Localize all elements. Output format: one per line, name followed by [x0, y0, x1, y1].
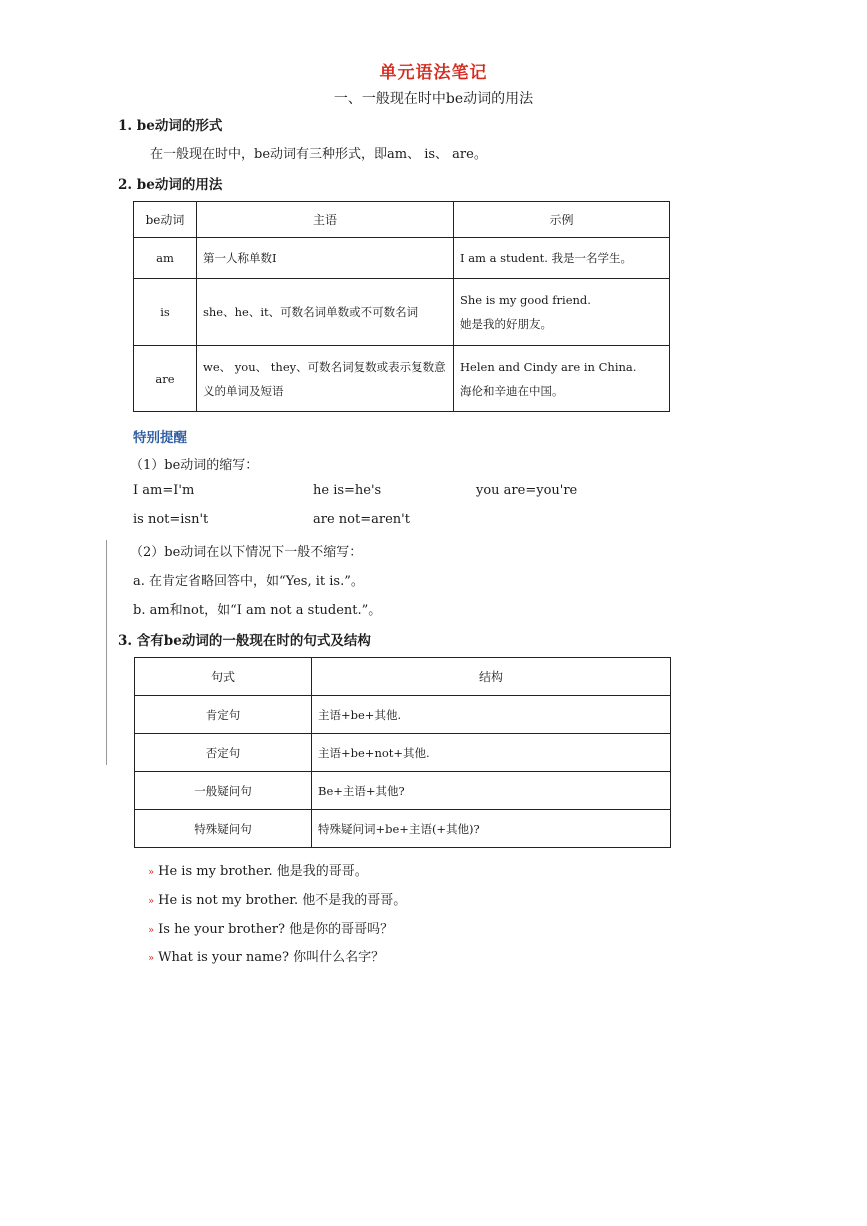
table-row	[135, 734, 671, 772]
cell-type: 肯定句	[135, 696, 312, 734]
example-line: Helen and Cindy are in China.	[460, 359, 637, 374]
page-subtitle: 一、一般现在时中be动词的用法	[333, 91, 534, 107]
cell-subject: she、he、it、可数名词单数或不可数名词	[197, 279, 454, 346]
header-example: 示例	[454, 202, 670, 238]
cell-structure: Be+主语+其他?	[312, 772, 671, 810]
section1-text: 在一般现在时中，be动词有三种形式，即am、 is、 are。	[150, 147, 487, 162]
example-line: She is my good friend.	[460, 293, 591, 307]
cell-verb: are	[134, 346, 197, 412]
contraction-you-are: you are=you're	[476, 483, 578, 498]
example-text: What is your name? 你叫什么名字？	[158, 950, 385, 965]
header-sentence-type: 句式	[135, 658, 312, 696]
example-item	[148, 918, 393, 937]
be-usage-table	[133, 201, 670, 412]
cell-structure: 主语+be+其他.	[312, 696, 671, 734]
table-row	[135, 696, 671, 734]
cell-example	[454, 238, 670, 279]
sentence-structure-table	[134, 657, 671, 848]
contraction-is-not: is not=isn't	[133, 512, 209, 527]
tip-item-b: b. am和not，如“I am not a student.”。	[133, 603, 382, 618]
tip-item-a: a. 在肯定省略回答中，如“Yes, it is.”。	[133, 574, 364, 589]
table-row	[135, 772, 671, 810]
cell-verb: is	[134, 279, 197, 346]
page-title: 单元语法笔记	[379, 63, 488, 83]
cell-subject: we、 you、 they、可数名词复数或表示复数意义的单词及短语	[197, 346, 454, 412]
table-header-row	[135, 658, 671, 696]
contraction-i-am: I am=I'm	[133, 483, 195, 498]
section3-heading: 3. 含有be动词的一般现在时的句式及结构	[118, 633, 371, 649]
special-tip-label: 特别提醒	[133, 430, 187, 446]
header-structure: 结构	[312, 658, 671, 696]
header-be-verb: be动词	[134, 202, 197, 238]
cell-type: 否定句	[135, 734, 312, 772]
example-translation: 海伦和辛迪在中国。	[460, 383, 564, 398]
cell-type: 一般疑问句	[135, 772, 312, 810]
section1-heading: 1. be动词的形式	[118, 118, 223, 134]
example-text: He is my brother. 他是我的哥哥。	[158, 864, 368, 879]
cell-structure: 特殊疑问词+be+主语(+其他)?	[312, 810, 671, 848]
section2-heading: 2. be动词的用法	[118, 177, 223, 193]
table-row	[134, 346, 670, 412]
cell-type: 特殊疑问句	[135, 810, 312, 848]
cell-example	[454, 346, 670, 412]
example-text: He is not my brother. 他不是我的哥哥。	[158, 893, 407, 908]
example-translation: 她是我的好朋友。	[460, 317, 552, 331]
cell-example	[454, 279, 670, 346]
tip-item-1: （1）be动词的缩写：	[130, 458, 259, 473]
example-text: Is he your brother? 他是你的哥哥吗？	[158, 922, 394, 937]
bullet-icon: »	[148, 896, 155, 907]
example-item	[148, 946, 384, 965]
example-item	[148, 860, 368, 879]
table-row	[134, 279, 670, 346]
table-row	[134, 238, 670, 279]
cell-verb: am	[134, 238, 197, 279]
contraction-he-is: he is=he's	[313, 483, 382, 498]
bullet-icon: »	[148, 867, 155, 878]
table-row	[135, 810, 671, 848]
table-header-row	[134, 202, 670, 238]
bullet-icon: »	[148, 953, 155, 964]
contraction-are-not: are not=aren't	[313, 512, 410, 527]
cell-subject: 第一人称单数I	[197, 238, 454, 279]
tip-item-2: （2）be动词在以下情况下一般不缩写：	[130, 545, 363, 560]
example-item	[148, 889, 406, 908]
bullet-icon: »	[148, 925, 155, 936]
header-subject: 主语	[197, 202, 454, 238]
cell-structure: 主语+be+not+其他.	[312, 734, 671, 772]
example-line: I am a student. 我是一名学生。	[460, 251, 633, 265]
scan-margin-line	[106, 540, 107, 765]
